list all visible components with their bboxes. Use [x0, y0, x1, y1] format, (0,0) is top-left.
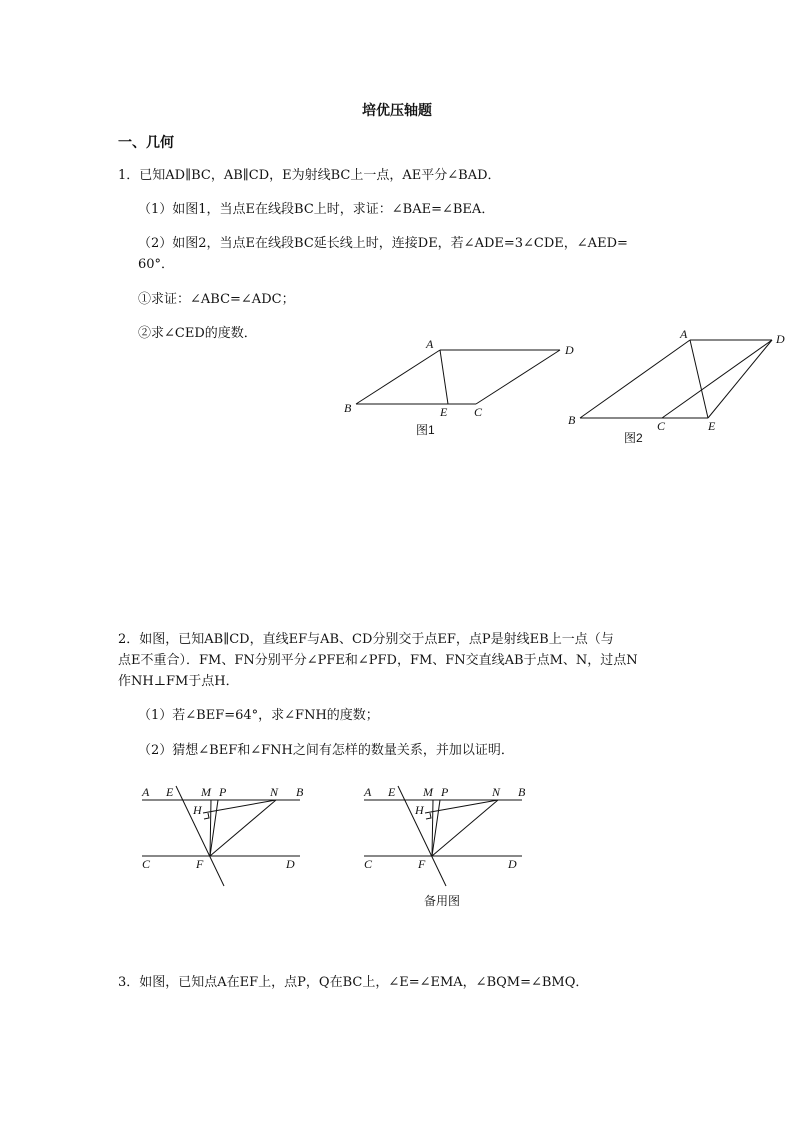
q2-main-label-m: M [201, 785, 211, 799]
fig1-label-a: A [426, 337, 434, 351]
fig2-label-a: A [680, 327, 688, 341]
section-heading: 一、几何 [118, 135, 174, 151]
q3-stem: 3．如图，已知点A在EF上，点P，Q在BC上，∠E=∠EMA，∠BQM=∠BMQ． [118, 975, 589, 990]
q2-main-label-b: B [296, 785, 304, 799]
fig1-label-b: B [344, 401, 352, 415]
fig1-label-e: E [440, 405, 448, 419]
q2-main-label-h: H [193, 803, 202, 817]
q2-spare-label-m: M [423, 785, 433, 799]
q1-part1: （1）如图1，当点E在线段BC上时，求证：∠BAE=∠BEA． [138, 202, 495, 217]
fig2-caption: 图2 [624, 431, 643, 445]
q1-part2-line1: （2）如图2，当点E在线段BC延长线上时，连接DE，若∠ADE=3∠CDE，∠AED= [138, 236, 628, 251]
q1-part2-line2: 60°． [138, 257, 175, 272]
page-title: 培优压轴题 [362, 103, 432, 119]
q2-spare-label-n: N [492, 785, 501, 799]
fig2-label-d: D [776, 332, 785, 346]
q2-main-label-f: F [196, 857, 204, 871]
q2-part2: （2）猜想∠BEF和∠FNH之间有怎样的数量关系，并加以证明． [138, 743, 514, 758]
q2-figure-main [141, 785, 304, 886]
q2-main-label-a: A [142, 785, 150, 799]
fig2-label-e: E [708, 419, 716, 433]
q1-stem: 1．已知AD∥BC，AB∥CD，E为射线BC上一点，AE平分∠BAD． [118, 168, 501, 183]
q2-spare-label-f: F [418, 857, 426, 871]
q2-main-label-p: P [219, 785, 227, 799]
fig2-label-b: B [568, 413, 576, 427]
q1-sub2: ②求∠CED的度数． [138, 326, 257, 341]
q2-spare-caption: 备用图 [424, 894, 461, 908]
q2-main-label-e: E [166, 785, 174, 799]
q2-main-label-c: C [142, 857, 151, 871]
q2-figure-spare [363, 785, 526, 908]
q2-main-label-n: N [270, 785, 279, 799]
q2-spare-label-c: C [364, 857, 373, 871]
q2-spare-label-b: B [518, 785, 526, 799]
q2-stem-line3: 作NH⊥FM于点H． [118, 674, 239, 689]
fig2-label-c: C [657, 419, 666, 433]
q2-spare-label-p: P [441, 785, 449, 799]
q1-sub1: ①求证：∠ABC=∠ADC； [138, 292, 295, 307]
fig1-label-d: D [565, 343, 574, 357]
q2-part1: （1）若∠BEF=64°，求∠FNH的度数； [138, 708, 379, 723]
fig1-label-c: C [474, 405, 483, 419]
q2-spare-label-h: H [415, 803, 424, 817]
q2-spare-label-e: E [388, 785, 396, 799]
q2-main-label-d: D [286, 857, 295, 871]
q2-stem-line1: 2．如图，已知AB∥CD，直线EF与AB、CD分别交于点EF，点P是射线EB上一点（与 [118, 632, 614, 647]
q2-spare-label-a: A [364, 785, 372, 799]
fig1-caption: 图1 [416, 423, 435, 437]
q2-stem-line2: 点E不重合）．FM、FN分别平分∠PFE和∠PFD，FM、FN交直线AB于点M、N，过点N [118, 653, 638, 668]
q2-spare-label-d: D [508, 857, 517, 871]
